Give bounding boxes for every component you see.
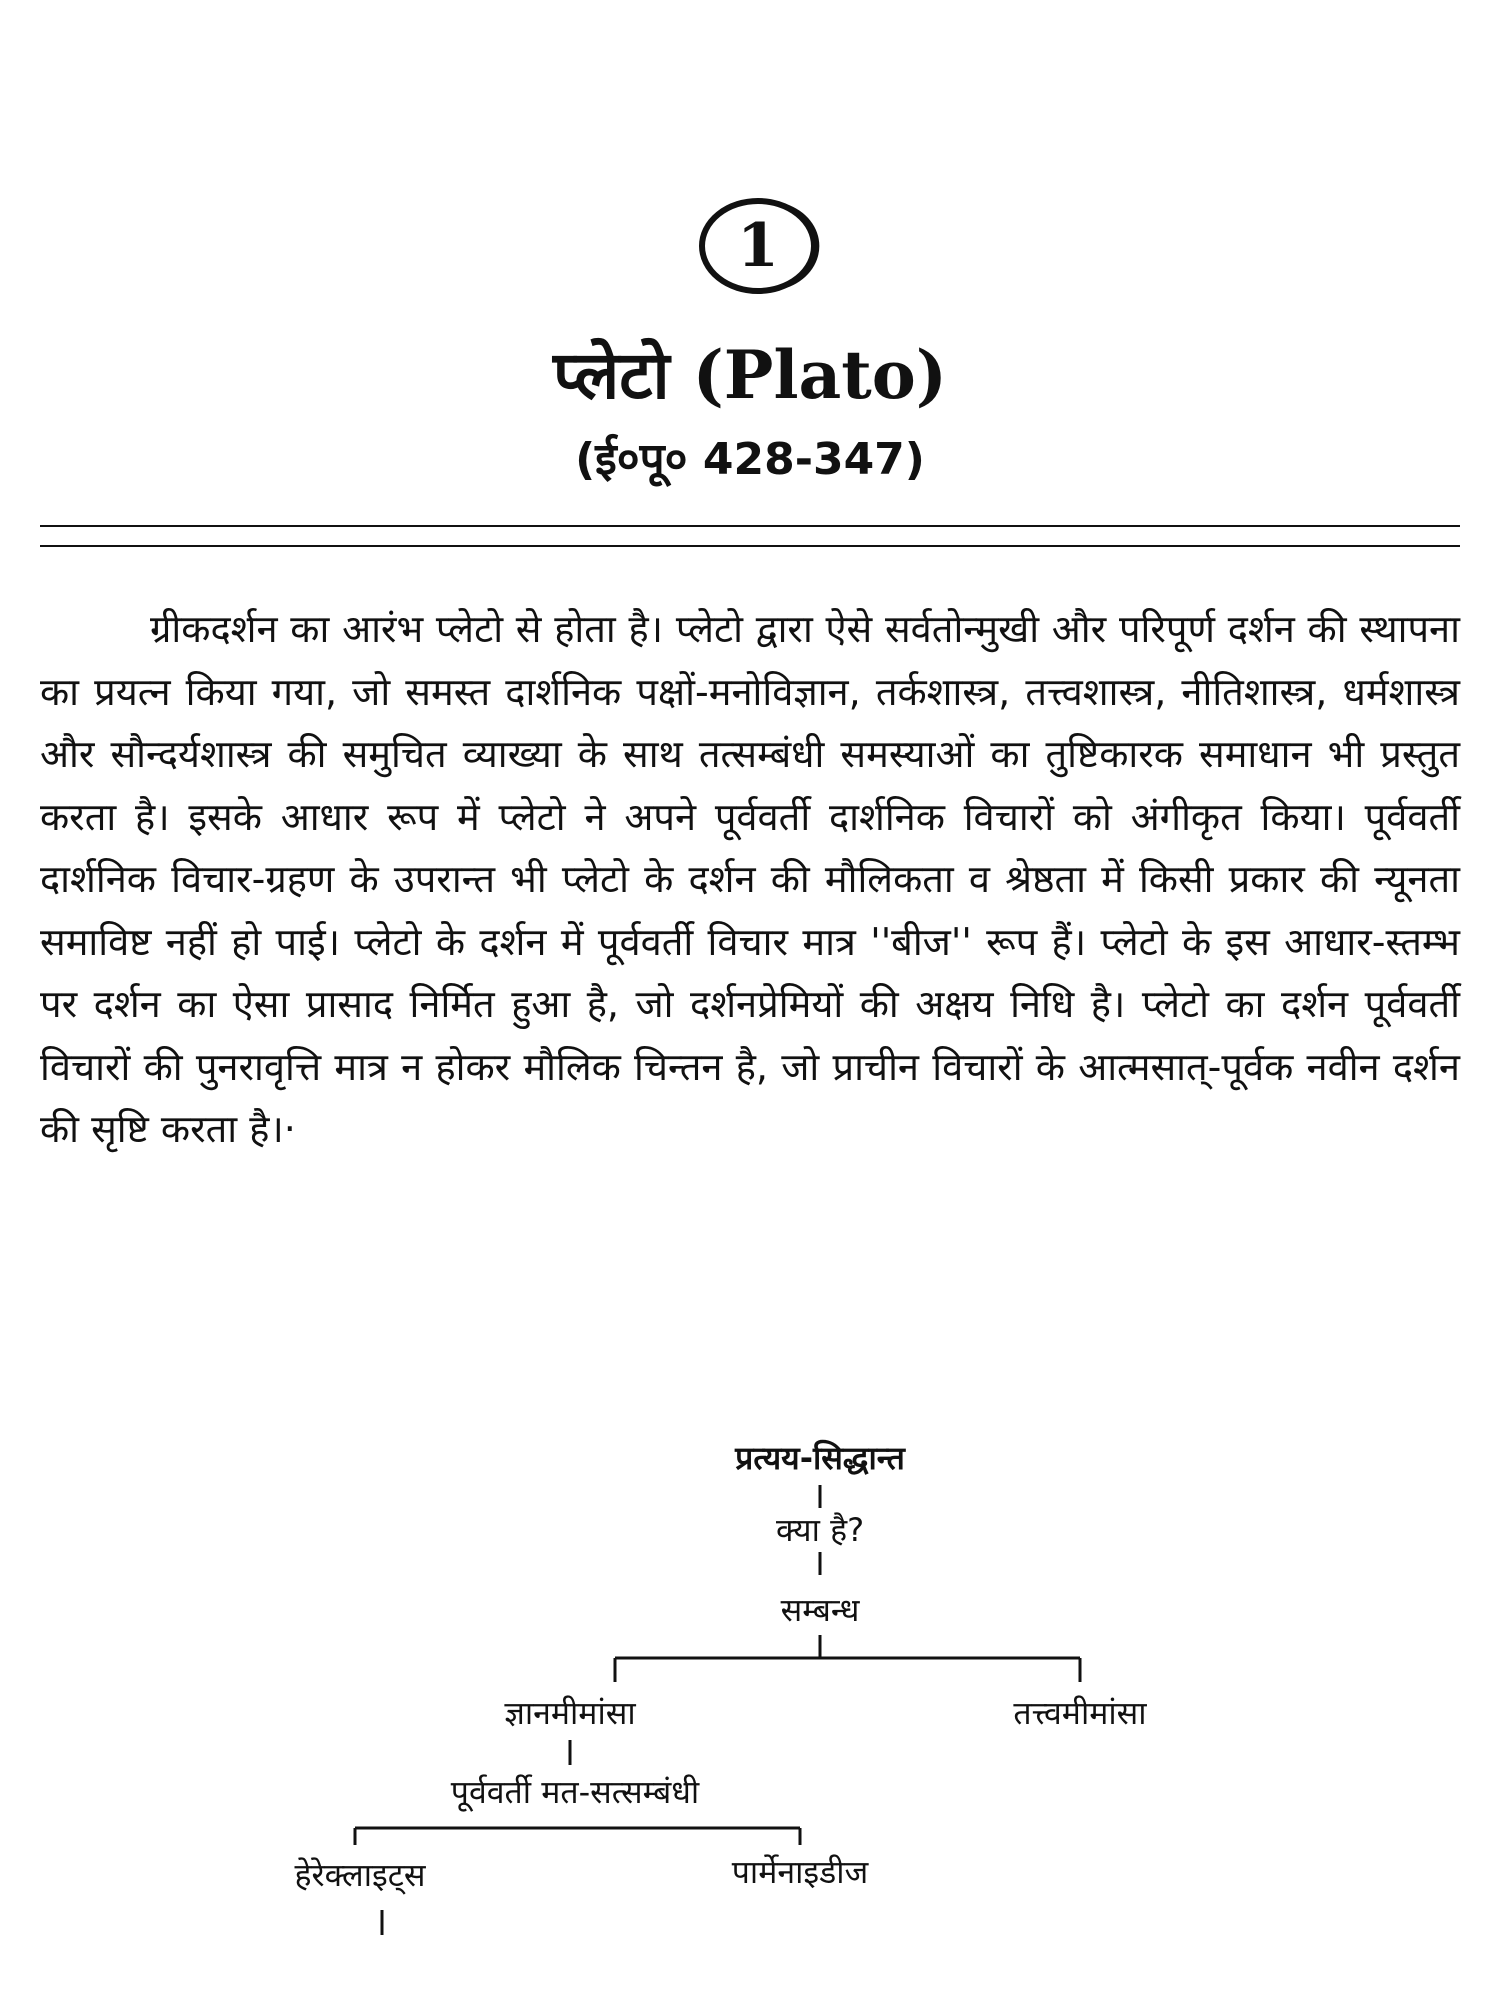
concept-tree-diagram (0, 1420, 1500, 1980)
intro-paragraph: ग्रीकदर्शन का आरंभ प्लेटो से होता है। प्लेटो द्वारा ऐसे सर्वतोन्मुखी और परिपूर्ण दर्शन की स्थापना का प्रयत्न किया गया, जो समस्त दार्शनिक पक्षों-मनोविज्ञान, तर्कशास्त्र, तत्त्वशास्त्र, नीतिशास्त्र, धर्मशास्त्र और सौन्दर्यशास्त्र की समुचित व्याख्या के साथ तत्सम्बंधी समस्याओं का तुष्टिकारक समाधान भी प्रस्तुत करता है। इसके आधार रूप में प्लेटो ने अपने पूर्ववर्ती दार्शनिक विचारों को अंगीकृत किया। पूर्ववर्ती दार्शनिक विचार-ग्रहण के उपरान्त भी प्लेटो के दर्शन की मौलिकता व श्रेष्ठता में किसी प्रकार की न्यूनता समाविष्ट नहीं हो पाई। प्लेटो के दर्शन में पूर्ववर्ती विचार मात्र ''बीज'' रूप हैं। प्लेटो के इस आधार-स्तम्भ पर दर्शन का ऐसा प्रासाद निर्मित हुआ है, जो दर्शनप्रेमियों की अक्षय निधि है। प्लेटो का दर्शन पूर्ववर्ती विचारों की पुनरावृत्ति मात्र न होकर मौलिक चिन्तन है, जो प्राचीन विचारों के आत्मसात्-पूर्वक नवीन दर्शन की सृष्टि करता है।· (40, 607, 1460, 1151)
divider-top (40, 525, 1460, 527)
tree-leaf-parmenides: पार्मेनाइडीज (731, 1853, 869, 1891)
tree-connectors (0, 1420, 1500, 1980)
tree-node-prior-views: पूर्ववर्ती मत-सत्सम्बंधी (450, 1773, 700, 1811)
page-title: प्लेटो (Plato) (552, 336, 948, 414)
tree-node-metaphysics: तत्त्वमीमांसा (1013, 1694, 1147, 1732)
tree-leaf-heraclitus: हेरेक्लाइट्स (294, 1856, 426, 1894)
tree-root-node: प्रत्यय-सिद्धान्त (735, 1439, 905, 1477)
tree-node-what-is: क्या है? (775, 1511, 865, 1549)
chapter-number-badge (698, 196, 838, 296)
tree-node-epistemology: ज्ञानमीमांसा (504, 1694, 636, 1732)
chapter-number: 1 (737, 211, 779, 281)
page-subtitle: (ई०पू० 428-347) (575, 434, 925, 485)
divider-bottom (40, 545, 1460, 547)
tree-node-relation: सम्बन्ध (780, 1591, 860, 1629)
